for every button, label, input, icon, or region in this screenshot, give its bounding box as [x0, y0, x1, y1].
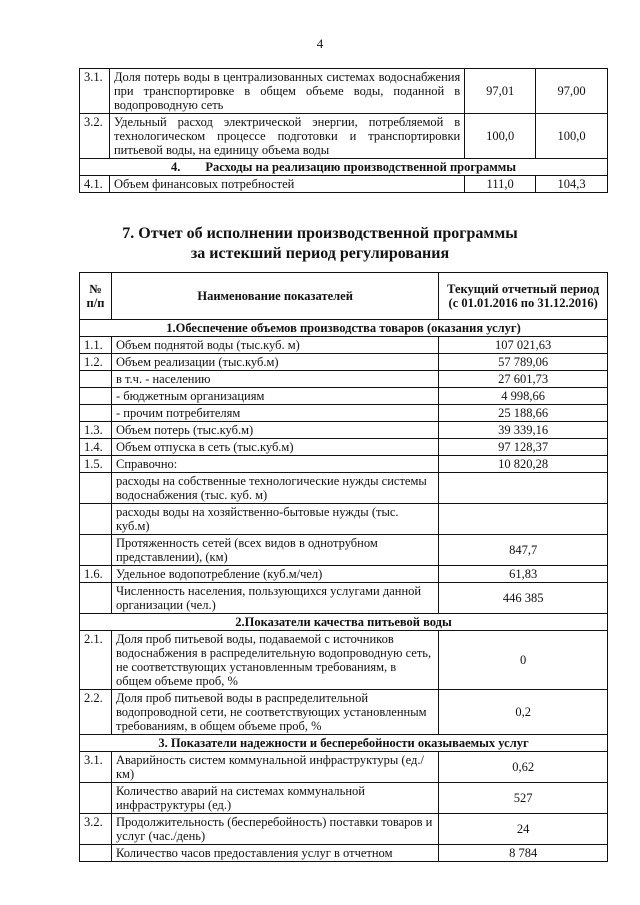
row-number	[80, 405, 112, 422]
indicator-value: 25 188,66	[439, 405, 608, 422]
row-number: 3.2.	[80, 114, 110, 159]
section-title: Расходы на реализацию производственной программы	[205, 160, 517, 174]
table-row	[80, 439, 608, 456]
row-number	[80, 504, 112, 535]
row-number: 3.2.	[80, 814, 112, 845]
table-row	[80, 354, 608, 371]
row-number: 3.1.	[80, 69, 110, 114]
report-heading-line1: 7. Отчет об исполнении производственной программы	[122, 225, 518, 242]
row-number: 1.4.	[80, 439, 112, 456]
table-row	[80, 752, 608, 783]
section-title: 3. Показатели надежности и бесперебойности оказываемых услуг	[80, 735, 608, 752]
row-number: 3.1.	[80, 752, 112, 783]
indicator-name: Численность населения, пользующихся услугами данной организации (чел.)	[111, 583, 438, 614]
table-row	[80, 566, 608, 583]
table-row	[80, 422, 608, 439]
indicator-value: 27 601,73	[439, 371, 608, 388]
indicator-value: 446 385	[439, 583, 608, 614]
table-row	[80, 388, 608, 405]
report-table-body	[80, 273, 608, 862]
indicator-value: 97 128,37	[439, 439, 608, 456]
table-row	[80, 405, 608, 422]
fact-value: 100,0	[536, 114, 608, 159]
indicator-value: 39 339,16	[439, 422, 608, 439]
indicator-name: - прочим потребителям	[111, 405, 438, 422]
table-row	[80, 845, 608, 862]
indicator-name: Справочно:	[111, 456, 438, 473]
table-row	[80, 535, 608, 566]
indicator-name: Аварийность систем коммунальной инфраструктуры (ед./км)	[111, 752, 438, 783]
table-row	[80, 456, 608, 473]
indicator-value: 8 784	[439, 845, 608, 862]
row-number: 2.2.	[80, 690, 112, 735]
header-row	[80, 273, 608, 320]
indicator-name: Удельный расход электрической энергии, потребляемой в технологическом процессе подготовки и транспортировки питьевой воды, на единицу объема воды	[109, 114, 464, 159]
indicator-name: - бюджетным организациям	[111, 388, 438, 405]
row-number	[80, 583, 112, 614]
indicator-value	[439, 473, 608, 504]
row-number	[80, 845, 112, 862]
col-header-period: Текущий отчетный период (с 01.01.2016 по 31.12.2016)	[439, 273, 608, 320]
table-row	[80, 690, 608, 735]
indicator-value: 4 998,66	[439, 388, 608, 405]
indicator-value: 0,2	[439, 690, 608, 735]
indicator-value: 24	[439, 814, 608, 845]
col-header-number: № п/п	[80, 273, 112, 320]
plan-value: 111,0	[465, 176, 536, 193]
indicators-table	[79, 68, 608, 193]
row-number: 1.3.	[80, 422, 112, 439]
indicator-value: 847,7	[439, 535, 608, 566]
indicator-value: 527	[439, 783, 608, 814]
indicator-name: расходы воды на хозяйственно-бытовые нужды (тыс. куб.м)	[111, 504, 438, 535]
row-number: 1.1.	[80, 337, 112, 354]
indicator-name: Объем отпуска в сеть (тыс.куб.м)	[111, 439, 438, 456]
table-row	[80, 114, 608, 159]
section-row	[80, 614, 608, 631]
row-number: 1.6.	[80, 566, 112, 583]
table-row	[80, 814, 608, 845]
report-heading-line2: за истекший период регулирования	[190, 245, 450, 262]
indicator-value: 0,62	[439, 752, 608, 783]
table-row	[80, 69, 608, 114]
row-number	[80, 783, 112, 814]
table-row	[80, 504, 608, 535]
indicator-name: Доля проб питьевой воды, подаваемой с источников водоснабжения в распределительную водопроводную сеть, не соответствующих установленным требованиям, в общем объеме проб, %	[111, 631, 438, 690]
row-number: 1.5.	[80, 456, 112, 473]
fact-value: 97,00	[536, 69, 608, 114]
row-number	[80, 388, 112, 405]
row-number	[80, 535, 112, 566]
section-title: 1.Обеспечение объемов производства товаров (оказания услуг)	[80, 320, 608, 337]
indicator-name: Удельное водопотребление (куб.м/чел)	[111, 566, 438, 583]
section-row	[80, 159, 608, 176]
indicator-name: Продолжительность (бесперебойность) поставки товаров и услуг (час./день)	[111, 814, 438, 845]
table-row	[80, 473, 608, 504]
row-number: 2.1.	[80, 631, 112, 690]
row-number	[80, 473, 112, 504]
section-row	[80, 320, 608, 337]
table-row	[80, 337, 608, 354]
indicator-name: Объем реализации (тыс.куб.м)	[111, 354, 438, 371]
indicator-name: Доля потерь воды в централизованных системах водоснабжения при транспортировке в общем объеме воды, поданной в водопроводную сеть	[109, 69, 464, 114]
indicator-value: 57 789,06	[439, 354, 608, 371]
indicator-value: 0	[439, 631, 608, 690]
indicator-name: расходы на собственные технологические нужды системы водоснабжения (тыс. куб. м)	[111, 473, 438, 504]
indicator-name: Объем поднятой воды (тыс.куб. м)	[111, 337, 438, 354]
indicator-name: Протяженность сетей (всех видов в однотрубном представлении), (км)	[111, 535, 438, 566]
indicator-value: 107 021,63	[439, 337, 608, 354]
col-header-name: Наименование показателей	[111, 273, 438, 320]
report-table	[79, 272, 608, 862]
indicator-value: 10 820,28	[439, 456, 608, 473]
table-row	[80, 583, 608, 614]
row-number	[80, 371, 112, 388]
indicator-name: Количество аварий на системах коммунальной инфраструктуры (ед.)	[111, 783, 438, 814]
plan-value: 100,0	[465, 114, 536, 159]
indicator-value	[439, 504, 608, 535]
table-row	[80, 371, 608, 388]
fact-value: 104,3	[536, 176, 608, 193]
plan-value: 97,01	[465, 69, 536, 114]
indicator-name: в т.ч. - населению	[111, 371, 438, 388]
row-number: 1.2.	[80, 354, 112, 371]
row-number: 4.1.	[80, 176, 110, 193]
section-number: 4.	[170, 160, 181, 174]
indicator-name: Доля проб питьевой воды в распределительной водопроводной сети, не соответствующих установленным требованиям, в общем объеме проб, %	[111, 690, 438, 735]
table-row	[80, 176, 608, 193]
section-header	[80, 159, 608, 176]
indicator-value: 61,83	[439, 566, 608, 583]
table-row	[80, 631, 608, 690]
table-row	[80, 783, 608, 814]
indicator-name: Объем потерь (тыс.куб.м)	[111, 422, 438, 439]
section-row	[80, 735, 608, 752]
section-title: 2.Показатели качества питьевой воды	[80, 614, 608, 631]
indicator-name: Количество часов предоставления услуг в отчетном	[111, 845, 438, 862]
page-number: 4	[316, 36, 324, 51]
indicator-name: Объем финансовых потребностей	[109, 176, 464, 193]
